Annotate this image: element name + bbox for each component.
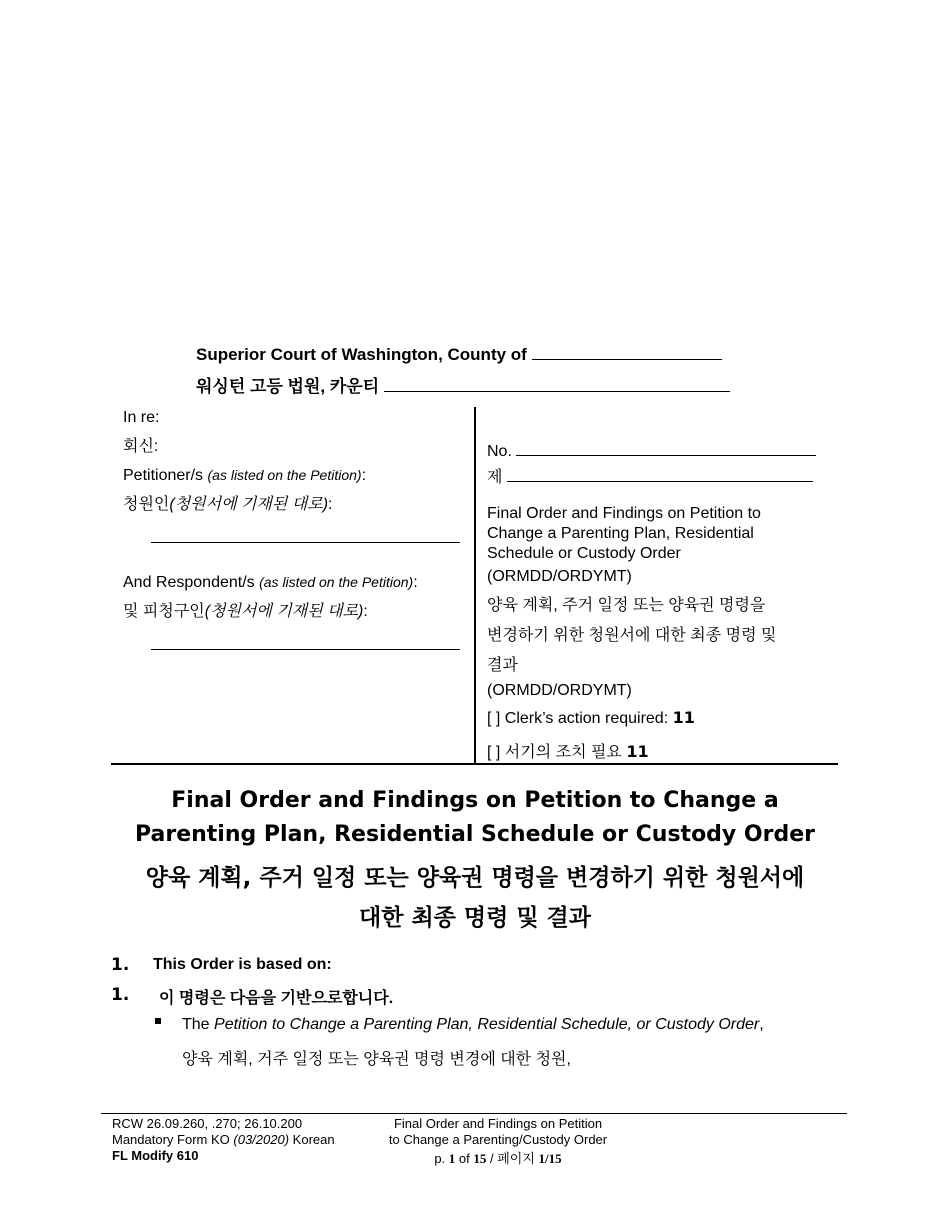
petitioner-label: Petitioner/s (as listed on the Petition): bbox=[123, 467, 367, 484]
petitioner-label-ko: 청원인(청원서에 기재된 대로): bbox=[123, 496, 333, 513]
clerk-action-checkbox-ko[interactable]: [ ] bbox=[487, 744, 501, 761]
caption-bottom-rule bbox=[111, 763, 838, 765]
page-title-line-2: Parenting Plan, Residential Schedule or Custody Order bbox=[134, 822, 816, 847]
clerk-action-label: Clerk’s action required: bbox=[504, 710, 669, 727]
caption-divider bbox=[474, 407, 476, 765]
footer-form-id: FL Modify 610 bbox=[112, 1148, 199, 1163]
footer-title-line-2: to Change a Parenting/Custody Order bbox=[388, 1132, 608, 1147]
respondent-note: (as listed on the Petition) bbox=[259, 574, 414, 590]
footer-rule bbox=[101, 1113, 847, 1114]
section-1-number-ko: 1. bbox=[111, 985, 130, 1005]
respondent-name-field[interactable] bbox=[151, 649, 460, 650]
footer-page-ko: 1/15 bbox=[538, 1151, 562, 1166]
case-number-field[interactable] bbox=[516, 440, 816, 456]
case-number-label: No. bbox=[487, 443, 512, 460]
footer-page-total: 15 bbox=[473, 1151, 487, 1166]
footer-page-of: of bbox=[458, 1151, 470, 1166]
court-heading-en bbox=[196, 344, 722, 365]
section-1-bullet-ko: 양육 계획, 거주 일정 또는 양육권 명령 변경에 대한 청원, bbox=[182, 1051, 571, 1068]
footer-mandatory-date: (03/2020) bbox=[233, 1132, 290, 1147]
respondent-label: And Respondent/s (as listed on the Petition): bbox=[123, 574, 418, 591]
clerk-action-number: 11 bbox=[672, 708, 695, 727]
page-title-line-1: Final Order and Findings on Petition to Change a bbox=[171, 788, 779, 813]
section-1-bullet bbox=[182, 1016, 764, 1034]
bullet-prefix: The bbox=[182, 1016, 210, 1033]
clerk-action-row-ko bbox=[487, 739, 649, 762]
case-number-row-ko bbox=[487, 464, 813, 487]
county-field-ko[interactable] bbox=[384, 376, 730, 392]
petitioner-label-ko-text: 청원인 bbox=[123, 496, 170, 513]
petitioner-note-ko: (청원서에 기재된 대로) bbox=[169, 496, 329, 513]
court-heading-ko-text: 워싱턴 고등 법원, 카운티 bbox=[196, 377, 380, 396]
page-title-ko-line-1: 양육 계획, 주거 일정 또는 양육권 명령을 변경하기 위한 청원서에 bbox=[145, 865, 805, 891]
in-re-label: In re: bbox=[123, 409, 160, 426]
case-number-row bbox=[487, 440, 816, 461]
bullet-petition-title: Petition to Change a Parenting Plan, Residential Schedule, or Custody Order bbox=[214, 1016, 760, 1033]
caption-doc-title-ko-2: 변경하기 위한 청원서에 대한 최종 명령 및 bbox=[487, 627, 777, 644]
clerk-action-label-ko: 서기의 조치 필요 bbox=[504, 744, 622, 761]
caption-doc-code-ko: (ORMDD/ORDYMT) bbox=[487, 682, 632, 699]
respondent-label-ko: 및 피청구인(청원서에 기재된 대로): bbox=[123, 603, 368, 620]
footer-title-line-1: Final Order and Findings on Petition bbox=[393, 1116, 603, 1131]
clerk-action-row bbox=[487, 708, 695, 728]
section-1-heading-ko: 이 명령은 다음을 기반으로합니다. bbox=[159, 990, 394, 1007]
footer-page-p: p. bbox=[434, 1151, 446, 1166]
case-number-field-ko[interactable] bbox=[507, 466, 813, 482]
court-heading-en-text: Superior Court of Washington, County of bbox=[196, 345, 527, 364]
caption-doc-title: Final Order and Findings on Petition to Change a Parenting Plan, Residential Schedule or Custody Order bbox=[487, 505, 761, 562]
respondent-label-text: And Respondent/s bbox=[123, 574, 255, 591]
bullet-suffix: , bbox=[759, 1016, 764, 1033]
court-heading-ko bbox=[196, 372, 730, 397]
in-re-label-ko: 회신: bbox=[123, 438, 159, 455]
clerk-action-number-ko: 11 bbox=[626, 742, 649, 761]
caption-doc-code: (ORMDD/ORDYMT) bbox=[487, 568, 632, 585]
bullet-icon bbox=[155, 1018, 161, 1024]
footer-mandatory bbox=[112, 1132, 335, 1147]
section-1-number: 1. bbox=[111, 955, 130, 975]
respondent-note-ko: (청원서에 기재된 대로) bbox=[204, 603, 364, 620]
caption-doc-title-ko-3: 결과 bbox=[487, 657, 518, 674]
respondent-label-ko-text: 및 피청구인 bbox=[123, 603, 205, 620]
clerk-action-checkbox[interactable]: [ ] bbox=[487, 710, 501, 727]
page-title-ko-line-2: 대한 최종 명령 및 결과 bbox=[359, 905, 591, 931]
county-field[interactable] bbox=[532, 344, 722, 360]
caption-doc-title-ko-1: 양육 계획, 주거 일정 또는 양육권 명령을 bbox=[487, 597, 766, 614]
footer-page-current: 1 bbox=[448, 1151, 456, 1166]
section-1-heading: This Order is based on: bbox=[153, 956, 332, 973]
footer-page-sep: / 페이지 bbox=[490, 1151, 535, 1166]
footer-mandatory-lang: Korean bbox=[292, 1132, 335, 1147]
petitioner-label-text: Petitioner/s bbox=[123, 467, 204, 484]
petitioner-name-field[interactable] bbox=[151, 542, 460, 543]
case-number-label-ko: 제 bbox=[487, 469, 503, 486]
footer-mandatory-prefix: Mandatory Form KO bbox=[112, 1132, 230, 1147]
petitioner-note: (as listed on the Petition) bbox=[207, 467, 362, 483]
footer-rcw: RCW 26.09.260, .270; 26.10.200 bbox=[112, 1116, 303, 1131]
footer-page-number bbox=[378, 1151, 618, 1166]
